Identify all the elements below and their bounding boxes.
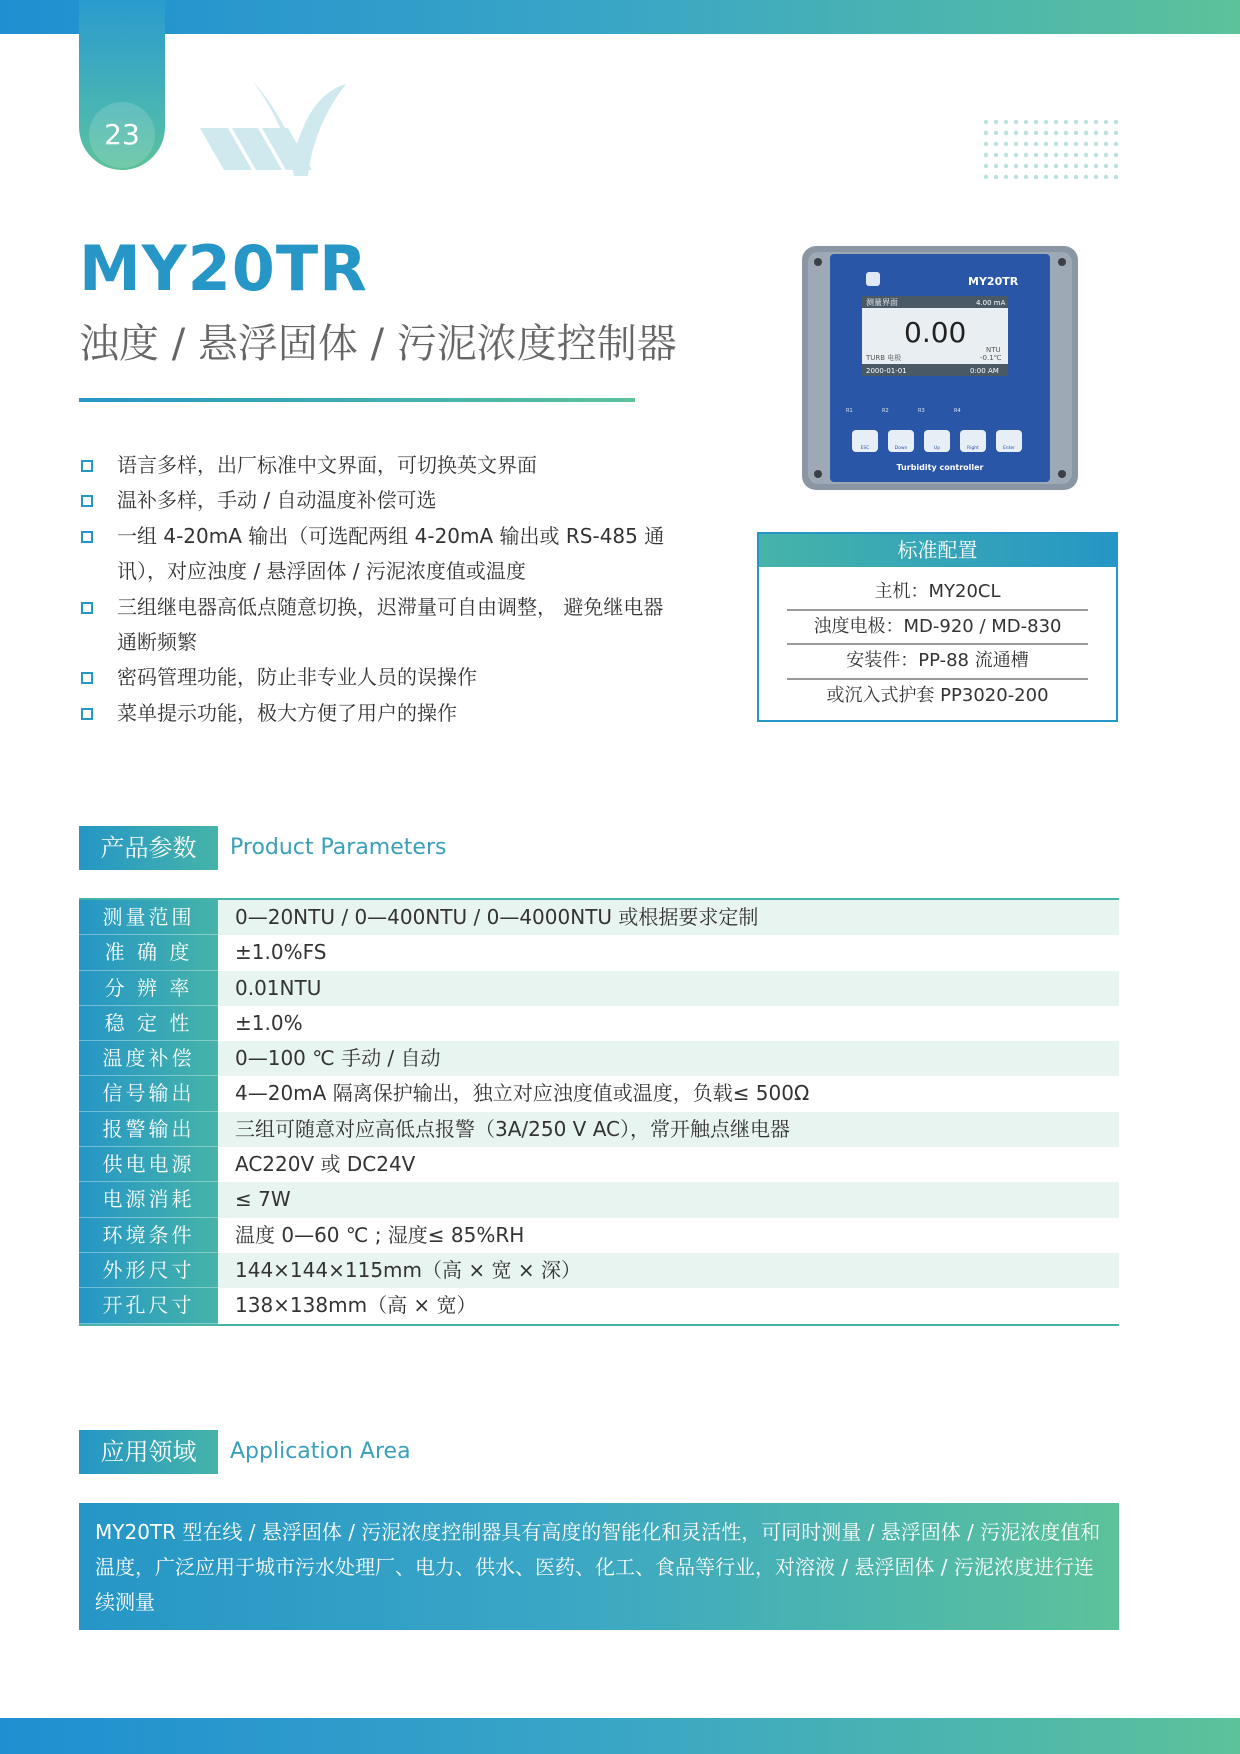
decorative-dot [1114,175,1118,179]
decorative-dot [1094,131,1098,135]
brand-logo-watermark [200,70,350,180]
decorative-dot [1054,120,1058,124]
key-label: Enter [1002,446,1016,451]
feature-item: 密码管理功能，防止非专业人员的误操作 [79,660,679,695]
decorative-dot [994,175,998,179]
decorative-dot [1044,164,1048,168]
decorative-dot [1104,175,1108,179]
decorative-dot [1104,142,1108,146]
decorative-dot [1114,120,1118,124]
feature-list [79,448,679,731]
decorative-dot [984,142,988,146]
decorative-dot [1034,164,1038,168]
decorative-dot [1004,120,1008,124]
screen-temp-text: -0.1℃ [980,354,1002,362]
decorative-dot [1064,120,1068,124]
decorative-dot [1104,164,1108,168]
decorative-dot [1034,142,1038,146]
params-section-title-en: Product Parameters [230,835,447,860]
decorative-dot [1064,142,1068,146]
key-label: Down [894,446,908,451]
standard-config-title: 标准配置 [759,534,1116,567]
decorative-dot [1074,142,1078,146]
param-label: 环境条件 [79,1218,218,1253]
application-section-badge: 应用领域 [79,1430,218,1474]
decorative-dot [1054,175,1058,179]
param-label: 测量范围 [79,900,218,935]
param-label: 供电电源 [79,1147,218,1182]
decorative-dot [984,131,988,135]
decorative-dot [994,142,998,146]
screen-date-text: 2000-01-01 [866,367,907,375]
decorative-dot [984,120,988,124]
bottom-accent-bar [0,1718,1240,1754]
param-label: 准 确 度 [79,935,218,970]
decorative-dot [994,120,998,124]
decorative-dot [1084,153,1088,157]
param-value: 0.01NTU [218,971,1119,1006]
decorative-dot [1004,153,1008,157]
decorative-dot [1094,142,1098,146]
table-row [79,1253,1119,1288]
decorative-dot [1014,131,1018,135]
param-value: 0—20NTU / 0—400NTU / 0—4000NTU 或根据要求定制 [218,900,1119,935]
decorative-dot [1024,175,1028,179]
decorative-dot [1004,142,1008,146]
param-value: ≤ 7W [218,1182,1119,1217]
decorative-dot [1024,142,1028,146]
screen-unit-text: NTU [986,346,1001,354]
square-bullet-icon [81,672,93,684]
decorative-dot [1014,142,1018,146]
decorative-dot [994,153,998,157]
decorative-dot [1074,153,1078,157]
table-row [79,935,1119,970]
decorative-dot [1054,142,1058,146]
screen-probe-text: TURB 电极 [866,354,902,362]
decorative-dot [1044,142,1048,146]
feature-item: 语言多样，出厂标准中文界面，可切换英文界面 [79,448,679,483]
screen-current-text: 4.00 mA [976,299,1006,307]
decorative-dot [1004,175,1008,179]
decorative-dot [984,175,988,179]
param-label: 信号输出 [79,1076,218,1111]
table-row [79,1147,1119,1182]
config-item: 浊度电极：MD-920 / MD-830 [787,611,1088,646]
decorative-dot [1014,164,1018,168]
square-bullet-icon [81,531,93,543]
table-row [79,1076,1119,1111]
decorative-dot [1024,131,1028,135]
title-underline [79,398,635,402]
config-item: 或沉入式护套 PP3020-200 [826,684,1049,706]
decorative-dot [1074,175,1078,179]
parameters-table [79,898,1119,1326]
param-label: 电源消耗 [79,1182,218,1217]
relay-label: R2 [882,408,889,414]
decorative-dot [1064,164,1068,168]
param-value: 144×144×115mm（高 × 宽 × 深） [218,1253,1119,1288]
decorative-dot [1024,153,1028,157]
standard-config-list [787,576,1088,712]
decorative-dot [1014,120,1018,124]
table-row [79,1218,1119,1253]
decorative-dot [1114,131,1118,135]
square-bullet-icon [81,495,93,507]
decorative-dot [1024,164,1028,168]
decorative-dot [1064,175,1068,179]
decorative-dot [1054,153,1058,157]
decorative-dot [1084,120,1088,124]
decorative-dot [1044,153,1048,157]
decorative-dot [1014,153,1018,157]
square-bullet-icon [81,602,93,614]
decorative-dot [1084,142,1088,146]
param-value: 温度 0—60 ℃ ; 湿度≤ 85%RH [218,1218,1119,1253]
decorative-dot [1094,153,1098,157]
decorative-dot [1104,131,1108,135]
square-bullet-icon [81,708,93,720]
param-value: 0—100 ℃ 手动 / 自动 [218,1041,1119,1076]
feature-item: 温补多样，手动 / 自动温度补偿可选 [79,483,679,518]
page-number: 23 [89,102,155,168]
relay-label: R4 [954,408,961,414]
application-section-title-en: Application Area [230,1439,411,1464]
decorative-dot [1094,175,1098,179]
decorative-dot [1054,164,1058,168]
decorative-dot [1094,164,1098,168]
decorative-dot-grid [982,118,1122,182]
decorative-dot [1084,175,1088,179]
table-row [79,900,1119,935]
decorative-dot [1084,164,1088,168]
decorative-dot [1004,164,1008,168]
device-logo-icon [866,272,880,286]
decorative-dot [994,131,998,135]
screen-reading-value: 0.00 [904,316,967,349]
decorative-dot [1104,120,1108,124]
decorative-dot [1024,120,1028,124]
config-item: 主机：MY20CL [787,576,1088,611]
table-row [79,1006,1119,1041]
decorative-dot [1044,120,1048,124]
param-label: 外形尺寸 [79,1253,218,1288]
decorative-dot [1104,153,1108,157]
product-name-subtitle: 浊度 / 悬浮固体 / 污泥浓度控制器 [79,321,677,367]
decorative-dot [1084,131,1088,135]
param-label: 分 辨 率 [79,971,218,1006]
relay-label: R1 [846,408,853,414]
decorative-dot [1014,175,1018,179]
param-label: 温度补偿 [79,1041,218,1076]
decorative-dot [1044,175,1048,179]
param-value: ±1.0% [218,1006,1119,1041]
decorative-dot [1034,153,1038,157]
decorative-dot [1064,131,1068,135]
decorative-dot [1074,131,1078,135]
square-bullet-icon [81,460,93,472]
decorative-dot [1054,131,1058,135]
param-label: 稳 定 性 [79,1006,218,1041]
param-value: 三组可随意对应高低点报警（3A/250 V AC），常开触点继电器 [218,1112,1119,1147]
table-row [79,1112,1119,1147]
decorative-dot [1114,142,1118,146]
application-description: MY20TR 型在线 / 悬浮固体 / 污泥浓度控制器具有高度的智能化和灵活性，可同时测量 / 悬浮固体 / 污泥浓度值和温度，广泛应用于城市污水处理厂、电力、供水、医药、化工、食品等行业，对溶液 / 悬浮固体 / 污泥浓度进行连续测量 [79,1503,1119,1630]
top-accent-bar [0,0,1240,34]
key-label: Right [967,446,979,451]
param-value: 138×138mm（高 × 宽） [218,1288,1119,1323]
standard-config-box [757,532,1118,722]
table-row [79,971,1119,1006]
decorative-dot [1094,120,1098,124]
decorative-dot [984,153,988,157]
config-item: 安装件：PP-88 流通槽 [787,645,1088,680]
decorative-dot [1034,120,1038,124]
decorative-dot [1064,153,1068,157]
decorative-dot [1074,164,1078,168]
device-brand-label: MY20TR [968,275,1019,288]
table-row [79,1182,1119,1217]
param-label: 开孔尺寸 [79,1288,218,1323]
device-caption: Turbidity controller [896,463,984,472]
decorative-dot [1004,131,1008,135]
relay-label: R3 [918,408,925,414]
param-label: 报警输出 [79,1112,218,1147]
param-value: ±1.0%FS [218,935,1119,970]
feature-item: 三组继电器高低点随意切换，迟滞量可自由调整， 避免继电器通断频繁 [79,590,679,661]
decorative-dot [1044,131,1048,135]
decorative-dot [1074,120,1078,124]
table-row [79,1041,1119,1076]
screen-header-text: 测量界面 [866,298,898,307]
decorative-dot [1034,175,1038,179]
key-label: ESC [860,446,870,451]
decorative-dot [1034,131,1038,135]
product-model-title: MY20TR [79,232,368,305]
decorative-dot [984,164,988,168]
params-section-badge: 产品参数 [79,826,218,870]
feature-item: 菜单提示功能，极大方便了用户的操作 [79,696,679,731]
decorative-dot [1114,164,1118,168]
screen-time-text: 0:00 AM [970,367,999,375]
key-label: Up [933,446,941,451]
feature-item: 一组 4-20mA 输出（可选配两组 4-20mA 输出或 RS-485 通讯），对应浊度 / 悬浮固体 / 污泥浓度值或温度 [79,519,679,590]
table-row [79,1288,1119,1323]
param-value: 4—20mA 隔离保护输出，独立对应浊度值或温度，负载≤ 500Ω [218,1076,1119,1111]
param-value: AC220V 或 DC24V [218,1147,1119,1182]
controller-product-photo [800,242,1080,494]
decorative-dot [1114,153,1118,157]
decorative-dot [994,164,998,168]
